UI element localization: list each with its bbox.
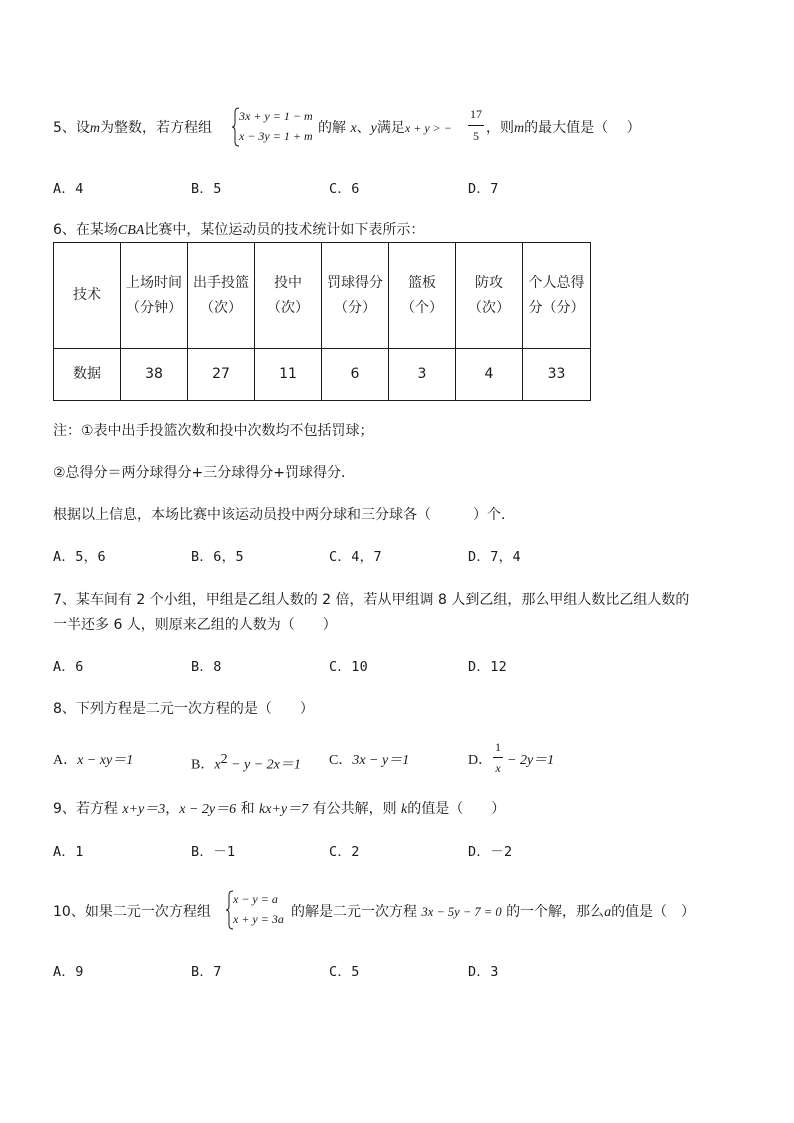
q5-option-b[interactable]: B．5 xyxy=(191,181,222,197)
q6-option-a[interactable]: A．5，6 xyxy=(53,549,106,565)
q9-and: 和 xyxy=(240,801,255,817)
q8-option-d-rest: − 2y＝1 xyxy=(507,753,555,768)
q6-option-d[interactable]: D．7，4 xyxy=(468,549,521,565)
q10-prefix: 10、如果二元一次方程组 xyxy=(53,904,211,920)
table-cell: 4 xyxy=(456,349,523,401)
q7-option-d[interactable]: D．12 xyxy=(468,659,508,675)
table-row-label: 数据 xyxy=(54,349,121,401)
q5-fraction-bar xyxy=(468,125,484,126)
q6-stem xyxy=(53,221,424,240)
q5-mid2: 的解 xyxy=(318,120,346,136)
q5-inequality: x + y > − xyxy=(404,121,452,135)
table-header-cell: 个人总得分（分） xyxy=(523,243,591,349)
table-header-cell: 投中（次） xyxy=(255,243,322,349)
q5-stem-cont xyxy=(318,119,452,138)
q7-option-b[interactable]: B．8 xyxy=(191,659,222,675)
q10-equation-3: 3x − 5y − 7 = 0 xyxy=(421,905,502,919)
q5-var-x: x xyxy=(350,121,357,136)
q8-stem: 8、下列方程是二元一次方程的是（ ） xyxy=(53,701,314,717)
q5-equation-1: 3x + y = 1 − m xyxy=(239,109,313,123)
q10-option-a[interactable]: A．9 xyxy=(53,964,84,980)
q6-option-b[interactable]: B．6，5 xyxy=(191,549,244,565)
q6-stats-table xyxy=(53,242,591,401)
q5-stem xyxy=(53,119,212,138)
q9-option-c[interactable]: C．2 xyxy=(329,844,360,860)
table-header-cell: 技术 xyxy=(54,243,121,349)
q8-option-c-expr: 3x − y＝1 xyxy=(352,753,410,768)
q5-prefix: 5、设 xyxy=(53,120,90,136)
q5-sep: 、 xyxy=(356,120,371,136)
table-header-cell: 出手投篮（次） xyxy=(188,243,255,349)
table-cell: 3 xyxy=(389,349,456,401)
q10-mid: 的解是二元一次方程 xyxy=(291,904,417,920)
q8-option-c-label: C． xyxy=(329,753,353,768)
q9-stem xyxy=(53,800,505,819)
q8-option-d-denominator: x xyxy=(495,761,501,775)
table-row xyxy=(54,349,591,401)
q8-option-d-fraction-bar xyxy=(493,757,503,758)
q5-fraction xyxy=(468,106,484,146)
q6-question: 根据以上信息，本场比赛中该运动员投中两分球和三分球各（ ）个． xyxy=(53,507,515,523)
q9-option-a[interactable]: A．1 xyxy=(53,844,84,860)
q6-option-c[interactable]: C．4，7 xyxy=(329,549,382,565)
q5-var-m: m xyxy=(89,121,101,136)
table-cell: 6 xyxy=(322,349,389,401)
q9-equation-2: x − 2y＝6 xyxy=(179,802,237,817)
q5-option-a[interactable]: A．4 xyxy=(53,181,84,197)
q5-fraction-numerator: 17 xyxy=(470,107,482,121)
q9-prefix: 9、若方程 xyxy=(53,801,118,817)
q8-option-b[interactable] xyxy=(191,751,301,775)
q10-option-b[interactable]: B．7 xyxy=(191,964,222,980)
q5-suffix: 的最大值是（ ） xyxy=(524,120,641,136)
table-cell: 27 xyxy=(188,349,255,401)
q9-equation-1: x+y＝3 xyxy=(122,802,166,817)
q10-var-a: a xyxy=(604,905,612,920)
q5-var-m2: m xyxy=(514,121,525,136)
q9-comma: ， xyxy=(165,801,180,817)
q5-option-c[interactable]: C．6 xyxy=(329,181,360,197)
q8-option-a-label: A． xyxy=(53,753,78,768)
q7-option-c[interactable]: C．10 xyxy=(329,659,369,675)
q9-option-d[interactable]: D．－2 xyxy=(468,844,513,860)
q6-prefix: 6、在某场 xyxy=(53,222,118,238)
q8-option-b-exponent: 2 xyxy=(220,752,228,767)
q9-mid: 有公共解，则 xyxy=(312,801,397,817)
q8-option-a-expr: x − xy＝1 xyxy=(77,753,134,768)
table-header-cell: 防攻（次） xyxy=(456,243,523,349)
q10-equation-2: x + y = 3a xyxy=(233,912,284,926)
q10-option-d[interactable]: D．3 xyxy=(468,964,499,980)
q6-note-1: 注：①表中出手投篮次数和投中次数均不包括罚球； xyxy=(53,423,374,439)
table-header-cell: 罚球得分（分） xyxy=(322,243,389,349)
q8-option-a[interactable] xyxy=(53,751,133,770)
q9-equation-3: kx+y＝7 xyxy=(259,802,309,817)
table-header-cell: 上场时间（分钟） xyxy=(121,243,188,349)
q9-option-b[interactable]: B．－1 xyxy=(191,844,236,860)
q5-fraction-denominator: 5 xyxy=(473,129,479,143)
q10-equation-system xyxy=(226,890,290,930)
q9-var-k: k xyxy=(401,802,408,817)
q8-option-d-numerator: 1 xyxy=(495,740,501,754)
q10-mid2: 的一个解，那么 xyxy=(506,904,605,920)
q8-option-d-fraction xyxy=(493,739,503,777)
q7-option-a[interactable]: A．6 xyxy=(53,659,84,675)
q5-mid4: ，则 xyxy=(486,120,514,136)
q9-suffix: 的值是（ ） xyxy=(407,801,506,817)
q6-suffix: 比赛中，某位运动员的技术统计如下表所示： xyxy=(144,222,425,238)
q5-mid1: 为整数，若方程组 xyxy=(100,120,213,136)
q8-option-b-label: B． xyxy=(191,757,215,773)
q6-note-2: ②总得分＝两分球得分+三分球得分+罚球得分． xyxy=(53,465,356,481)
q5-stem-end xyxy=(486,119,641,138)
q8-option-d-rest-wrap xyxy=(507,751,554,770)
q10-equation-1: x − y = a xyxy=(233,892,278,906)
q7-stem-line-2: 一半还多 6 人，则原来乙组的人数为（ ） xyxy=(53,617,337,633)
table-header-row xyxy=(54,243,591,349)
q5-option-d[interactable]: D．7 xyxy=(468,181,499,197)
q10-suffix: 的值是（ ） xyxy=(611,904,696,920)
q10-option-c[interactable]: C．5 xyxy=(329,964,360,980)
q5-var-y: y xyxy=(370,121,377,136)
q6-league: CBA xyxy=(117,223,145,238)
table-cell: 33 xyxy=(523,349,591,401)
table-header-cell: 篮板（个） xyxy=(389,243,456,349)
q8-option-d[interactable] xyxy=(468,751,492,770)
q5-mid3: 满足 xyxy=(376,120,405,136)
q5-equation-2: x − 3y = 1 + m xyxy=(239,129,313,143)
q8-option-b-expr: x xyxy=(214,757,221,773)
q8-option-c[interactable] xyxy=(329,751,409,770)
q7-stem-line-1: 7、某车间有 2 个小组，甲组是乙组人数的 2 倍，若从甲组调 8 人到乙组，那么甲组人数比乙组人数的 xyxy=(53,592,690,608)
table-cell: 38 xyxy=(121,349,188,401)
q10-stem-cont xyxy=(291,903,695,922)
q8-option-b-rest: − y − 2x＝1 xyxy=(227,757,301,773)
q5-equation-system xyxy=(232,107,322,147)
table-cell: 11 xyxy=(255,349,322,401)
q8-option-d-label: D． xyxy=(468,753,493,768)
